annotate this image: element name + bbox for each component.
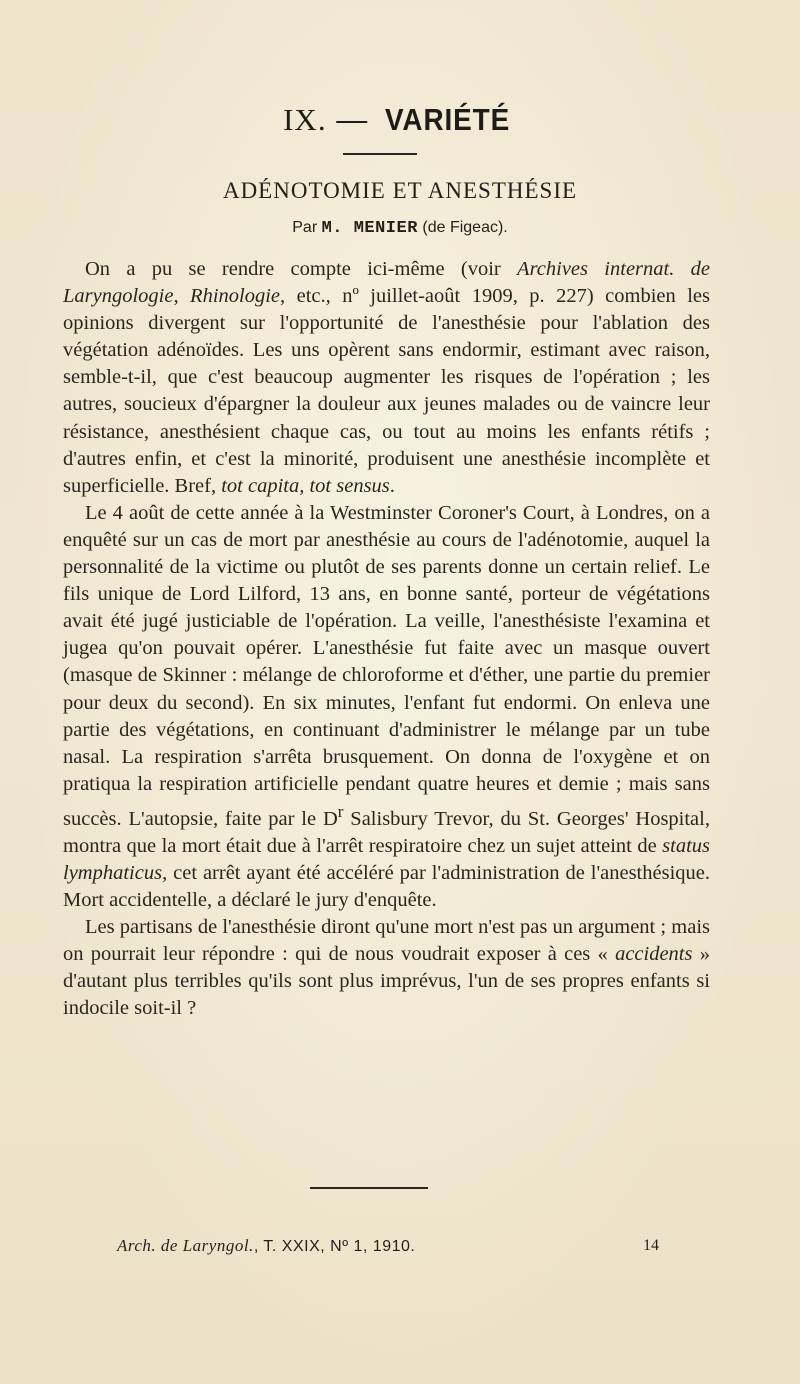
p1-text-c: , etc., nº juillet-août 1909, p. 227) combien les opinions divergent sur l'opportunité de l'anesthésie pour l'ablation des végétation adénoïdes. Les uns opèrent sans endormir, estimant avec raison, semble-t-il, que c'est beaucoup augmenter les risques de l'opération ; les autres, soucieux d'épargner la douleur aux jeunes malades ou de vaincre leur résistance, anesthésient chaque cas, ou tout au moins les enfants rétifs ; d'autres enfin, et c'est la minorité, produisent une anesthésie incomplète et superficielle. Bref, [63, 285, 710, 497]
p2-doctor-superscript: r [337, 801, 344, 821]
byline-suffix: (de Figeac). [417, 219, 508, 236]
footer-details: , T. XXIX, Nº 1, 1910. [253, 1238, 416, 1255]
section-number: IX. [283, 102, 327, 137]
p3-accidents: accidents [615, 943, 693, 966]
p2-text-b: Salisbury Trevor, du St. Georges' Hospital, montra que la mort était due à l'arrêt respiratoire chez un sujet atteint de [63, 807, 710, 857]
article-title: ADÉNOTOMIE ET ANESTHÉSIE [222, 178, 578, 203]
byline [0, 219, 800, 238]
byline-prefix: Par [292, 219, 322, 236]
article-body [63, 256, 710, 1022]
section-word: VARIÉTÉ [384, 102, 510, 137]
paragraph-2 [63, 500, 710, 914]
p1-journal-ref: Archives internat. de Laryngologie, Rhinologie [63, 258, 710, 308]
p3-text-c: » d'autant plus terribles qu'ils sont plus imprévus, l'un de ses propres enfants si indocile soit-il ? [63, 943, 710, 1020]
top-divider [343, 153, 417, 155]
page-footer [117, 1236, 415, 1256]
p2-latin-term: status lymphaticus [63, 834, 710, 884]
footer-journal: Arch. de Laryngol. [117, 1236, 254, 1255]
p1-latin-phrase: tot capita, tot sensus [221, 474, 390, 497]
p2-text-a: Le 4 août de cette année à la Westminster Coroner's Court, à Londres, on a enquêté sur un cas de mort par anesthésie au cours de l'adénotomie, auquel la personnalité de la victime ou plutôt de ses parents donne un certain relief. Le fils unique de Lord Lilford, 13 ans, en bonne santé, porteur de végétations avait été jugé justiciable de l'opération. La veille, l'anesthésiste l'examina et jugea qu'on pouvait opérer. L'anesthésie fut faite avec un masque ouvert (masque de Skinner : mélange de chloroforme et d'éther, une partie du premier pour deux du second). En six minutes, l'enfant fut endormi. On enleva une partie des végétations, en continuant d'administrer le mélange par un tube nasal. La respiration s'arrêta brusquement. On donna de l'oxygène et on pratiqua la respiration artificielle pendant quatre heures et demie ; mais sans succès. L'autopsie, faite par le D [63, 501, 710, 830]
p3-text-a: Les partisans de l'anesthésie diront qu'une mort n'est pas un argument ; mais on pourrait leur répondre : qui de nous voudrait exposer à ces « [63, 916, 710, 966]
page-number: 14 [643, 1237, 659, 1254]
p1-text-a: On a pu se rendre compte ici-même (voir [85, 258, 518, 280]
byline-author: M. MENIER [321, 219, 418, 238]
section-dash: — [326, 102, 378, 137]
paragraph-3 [63, 914, 710, 1022]
paragraph-1 [63, 256, 710, 500]
p1-text-e: . [389, 474, 395, 497]
bottom-divider [310, 1187, 428, 1189]
p2-text-d: , cet arrêt ayant été accéléré par l'administration de l'anesthésique. Mort accidentelle, a déclaré le jury d'enquête. [63, 861, 710, 911]
section-heading [0, 102, 800, 138]
